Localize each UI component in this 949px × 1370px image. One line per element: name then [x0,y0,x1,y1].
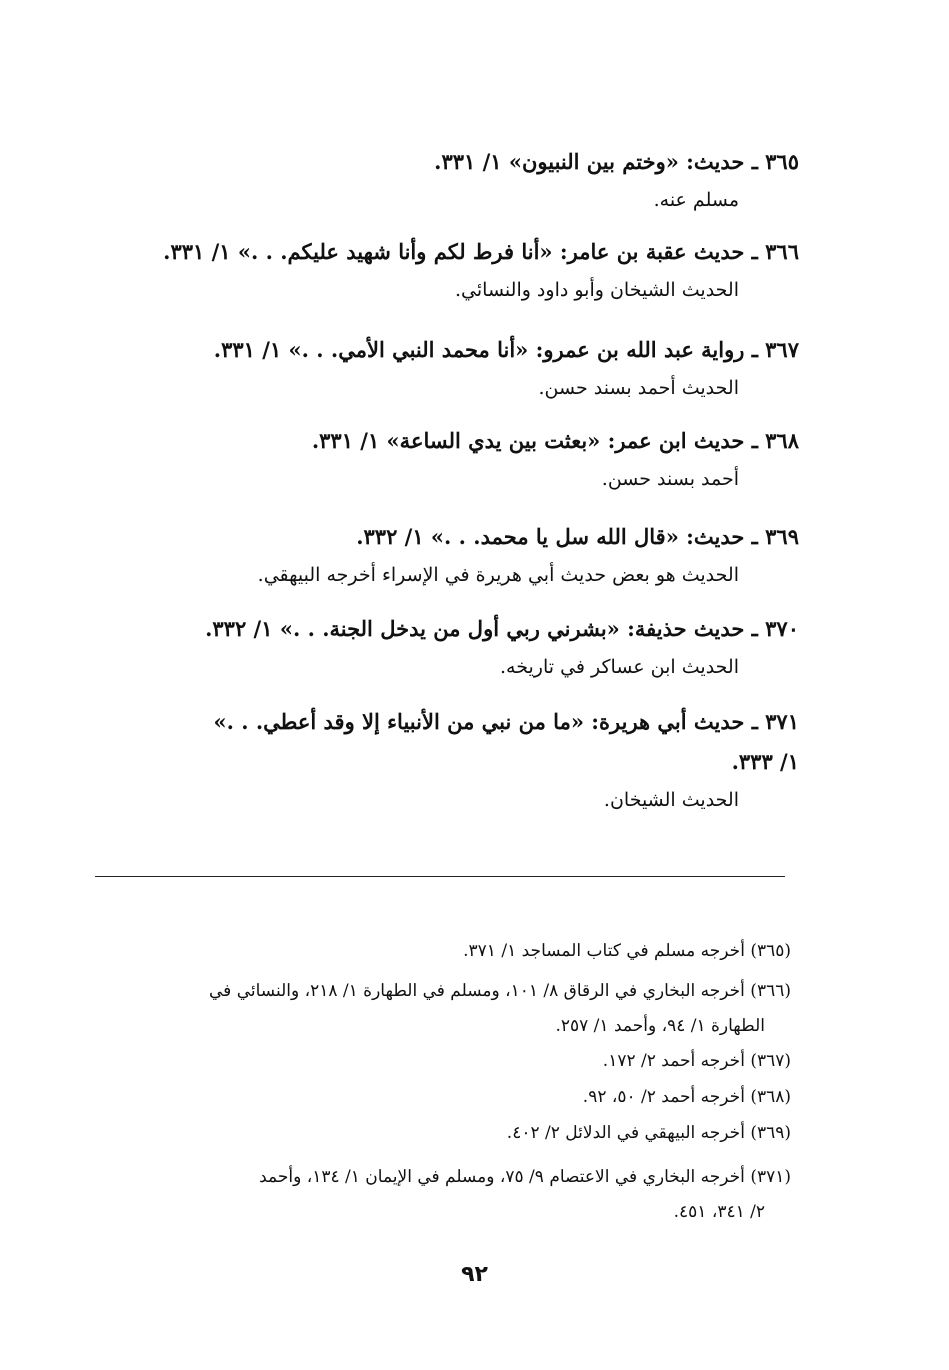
entry-heading: ٣٧٠ ـ حديث حذيفة: «بشرني ربي أول من يدخل الجنة. . .» ١/ ٣٣٢. [205,616,799,641]
entry-note: الحديث هو بعض حديث أبي هريرة في الإسراء أخرجه البيهقي. [257,564,739,586]
footnote-separator [95,876,785,877]
entry-note: الحديث ابن عساكر في تاريخه. [500,656,739,678]
entry-369 [99,517,799,593]
entry-heading: ٣٦٩ ـ حديث: «قال الله سل يا محمد. . .» ١/ ٣٣٢. [356,524,799,549]
footnote-365 [91,934,791,969]
entry-371 [99,702,799,818]
entry-note: الحديث الشيخان وأبو داود والنسائي. [455,279,739,301]
footnote-text: (٣٦٨) أخرجه أحمد ٢/ ٥٠، ٩٢. [582,1087,791,1107]
entry-366 [99,232,799,308]
entry-365 [99,142,799,218]
entry-heading: ٣٧١ ـ حديث أبي هريرة: «ما من نبي من الأنبياء إلا وقد أعطي. . .» [213,709,799,734]
entry-heading: ٣٦٨ ـ حديث ابن عمر: «بعثت بين يدي الساعة» ١/ ٣٣١. [311,428,799,453]
entry-370 [99,609,799,685]
entry-368 [99,421,799,497]
footnote-367 [91,1044,791,1079]
footnote-text-continuation: الطهارة ١/ ٩٤، وأحمد ١/ ٢٥٧. [555,1016,765,1036]
entry-note: الحديث أحمد بسند حسن. [538,377,739,399]
footnote-371 [91,1160,791,1230]
footnote-368 [91,1080,791,1115]
entry-note: أحمد بسند حسن. [601,468,739,490]
footnote-text: (٣٦٥) أخرجه مسلم في كتاب المساجد ١/ ٣٧١. [463,941,791,961]
entry-heading-continuation: ١/ ٣٣٣. [731,749,799,774]
footnote-text: (٣٧١) أخرجه البخاري في الاعتصام ٩/ ٧٥، ومسلم في الإيمان ١/ ١٣٤، وأحمد [259,1167,791,1187]
entry-note: الحديث الشيخان. [603,789,739,811]
entry-heading: ٣٦٦ ـ حديث عقبة بن عامر: «أنا فرط لكم وأنا شهيد عليكم. . .» ١/ ٣٣١. [163,239,799,264]
entry-heading: ٣٦٥ ـ حديث: «وختم بين النبيون» ١/ ٣٣١. [434,149,799,174]
entry-367 [99,330,799,406]
footnote-text: (٣٦٧) أخرجه أحمد ٢/ ١٧٢. [602,1051,791,1071]
footnote-366 [91,974,791,1044]
footnote-text-continuation: ٢/ ٣٤١، ٤٥١. [673,1202,765,1222]
footnote-text: (٣٦٩) أخرجه البيهقي في الدلائل ٢/ ٤٠٢. [506,1123,791,1143]
footnote-text: (٣٦٦) أخرجه البخاري في الرقاق ٨/ ١٠١، ومسلم في الطهارة ١/ ٢١٨، والنسائي في [209,981,791,1001]
entry-note: مسلم عنه. [653,189,739,211]
page-number: ٩٢ [461,1262,488,1287]
footnote-369 [91,1116,791,1151]
entry-heading: ٣٦٧ ـ رواية عبد الله بن عمرو: «أنا محمد النبي الأمي. . .» ١/ ٣٣١. [213,337,799,362]
